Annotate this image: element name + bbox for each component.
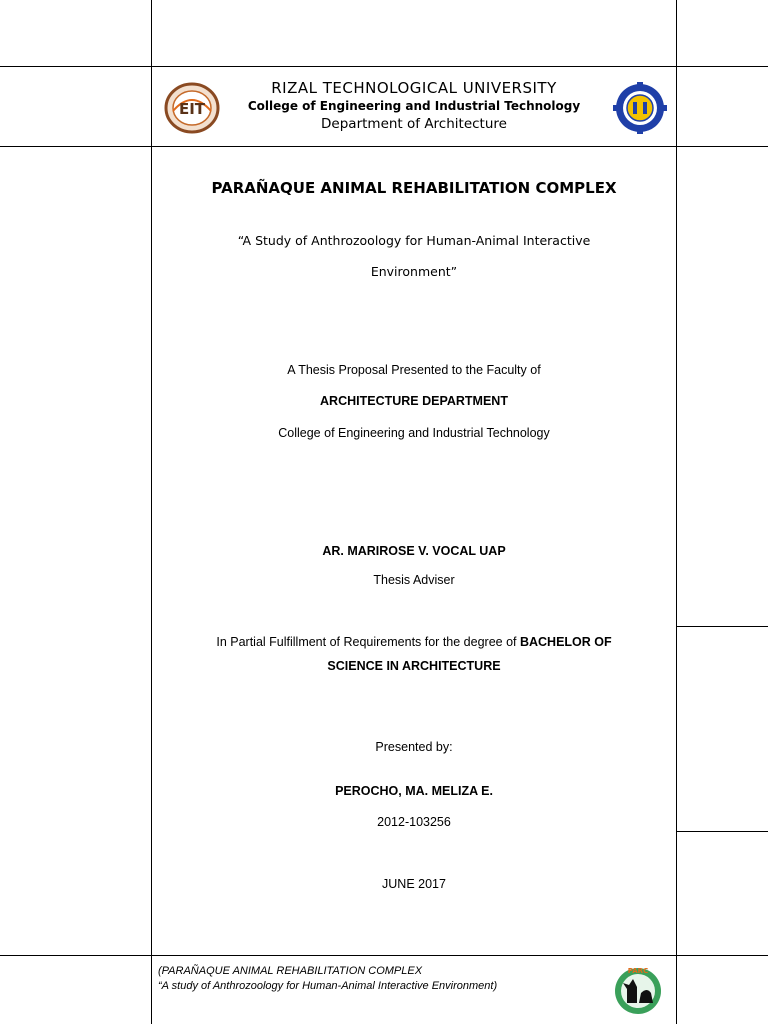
fulfillment-line1 [152,635,676,649]
presenter-id: 2012-103256 [377,815,451,829]
thesis-title: PARAÑAQUE ANIMAL REHABILITATION COMPLEX [211,179,617,197]
presented-by-label: Presented by: [375,740,453,754]
fulfillment-prefix: In Partial Fulfillment of Requirements for the degree of [216,635,520,649]
header-bottom-rule [0,146,768,147]
margin-line-right [676,0,677,1024]
side-rule-2 [676,831,768,832]
degree-part1: BACHELOR OF [519,635,612,649]
department-name: Department of Architecture [321,116,507,132]
header-top-rule [0,66,768,67]
footer-line1: (PARAÑAQUE ANIMAL REHABILITATION COMPLEX [158,965,423,977]
eit-logo-text: EIT [178,100,206,118]
adviser-name: AR. MARIROSE V. VOCAL UAP [322,544,506,558]
parc-logo-icon [611,963,665,1015]
university-name: RIZAL TECHNOLOGICAL UNIVERSITY [271,79,557,97]
margin-line-left [151,0,152,1024]
side-rule-1 [676,626,768,627]
footer-top-rule [0,955,768,956]
submission-date: JUNE 2017 [382,877,446,891]
proposal-department: ARCHITECTURE DEPARTMENT [320,394,508,408]
thesis-subtitle-line2: Environment” [370,264,458,279]
proposal-college: College of Engineering and Industrial Technology [278,426,550,440]
adviser-role: Thesis Adviser [373,573,455,587]
degree-part2: SCIENCE IN ARCHITECTURE [327,659,501,673]
thesis-subtitle-line1: “A Study of Anthrozoology for Human-Animal Interactive [237,233,591,248]
presenter-name: PEROCHO, MA. MELIZA E. [335,784,493,798]
college-name: College of Engineering and Industrial Technology [247,99,581,113]
footer-line2: “A study of Anthrozoology for Human-Animal Interactive Environment) [158,980,498,992]
proposal-line1: A Thesis Proposal Presented to the Faculty of [287,363,541,377]
parc-logo-text: PARC [627,967,649,975]
